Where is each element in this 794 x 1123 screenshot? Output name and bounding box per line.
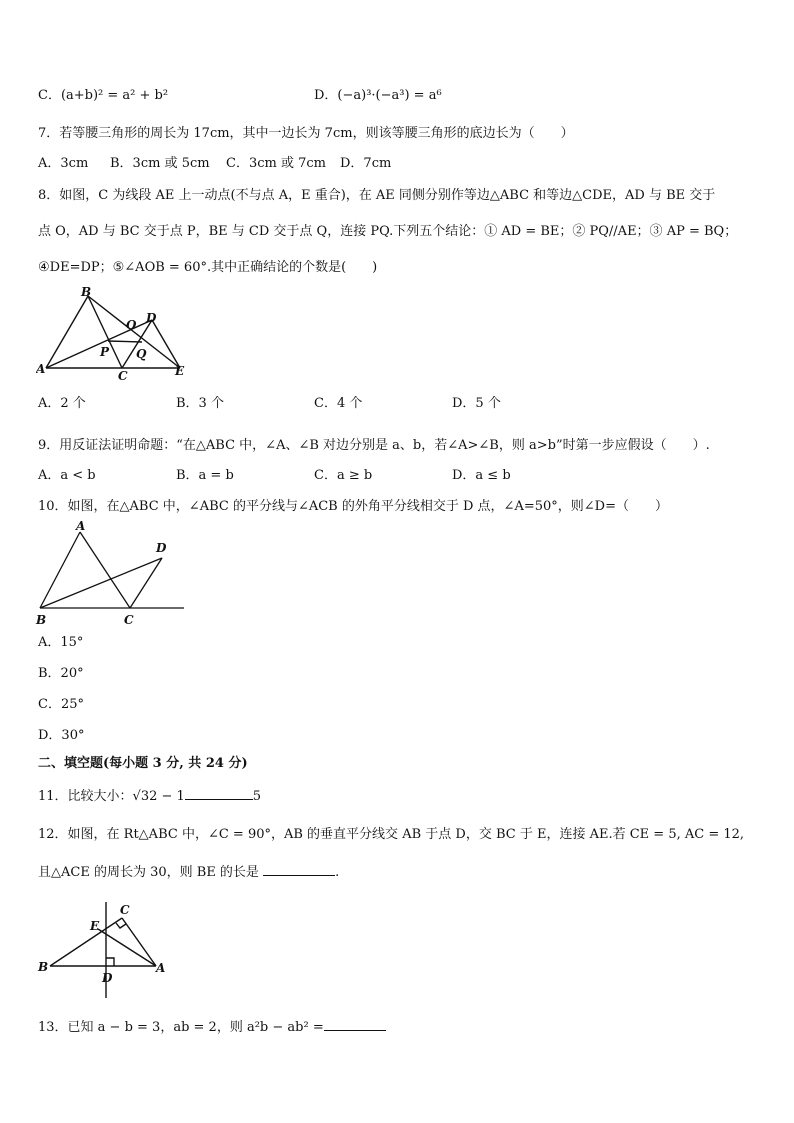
q8-option-b: B．3 个 [176, 396, 224, 411]
q9-option-d: D．a ≤ b [452, 468, 511, 483]
q7-option-b: B．3cm 或 5cm [110, 156, 210, 171]
q8-stem-line1: 8．如图，C 为线段 AE 上一动点(不与点 A，E 重合)，在 AE 同侧分别作等边△ABC 和等边△CDE，AD 与 BE 交于 [38, 188, 716, 203]
q12-label-a: A [156, 961, 166, 975]
q12-label-e: E [90, 919, 100, 933]
q12-label-d: D [102, 971, 113, 985]
q12-stem-line2: 且△ACE 的周长为 30，则 BE 的长是 [38, 865, 259, 880]
q8-stem-line2: 点 O，AD 与 BC 交于点 P，BE 与 CD 交于点 Q，连接 PQ.下列五个结论：① AD = BE；② PQ//AE；③ AP = BQ； [38, 224, 738, 239]
q13-line [38, 1016, 386, 1038]
q10-option-c: C．25° [38, 697, 84, 712]
q12-stem-line2-wrap [38, 861, 339, 883]
q8-figure [36, 284, 192, 380]
q7-stem: 7．若等腰三角形的周长为 17cm，其中一边长为 7cm，则该等腰三角形的底边长为（ ） [38, 126, 574, 141]
q9-option-a: A．a < b [38, 468, 96, 483]
q12-label-b: B [38, 960, 49, 974]
q7-option-a: A．3cm [38, 156, 89, 171]
q8-label-e: E [175, 364, 185, 378]
q10-option-a: A．15° [38, 635, 84, 650]
q8-label-q: Q [136, 347, 147, 361]
q11-line [38, 785, 261, 807]
q10-option-b: B．20° [38, 666, 84, 681]
q11-prefix: 11．比较大小：√32 − 1 [38, 789, 185, 804]
q12-answer-blank[interactable] [263, 861, 335, 876]
q12-figure [36, 896, 170, 1000]
q8-label-d: D [146, 311, 157, 325]
q11-suffix: 5 [252, 789, 262, 804]
q13-answer-blank[interactable] [324, 1016, 386, 1031]
q12-label-c: C [120, 903, 130, 917]
q8-option-d: D．5 个 [452, 396, 501, 411]
q8-option-a: A．2 个 [38, 396, 86, 411]
section-2-title: 二、填空题(每小题 3 分, 共 24 分) [38, 756, 248, 771]
q9-option-c: C．a ≥ b [314, 468, 373, 483]
q8-option-c: C．4 个 [314, 396, 363, 411]
q11-answer-blank[interactable] [185, 785, 253, 800]
q8-label-a: A [36, 362, 46, 376]
q8-label-p: P [100, 345, 110, 359]
q10-label-d: D [156, 541, 167, 555]
q13-stem: 13．已知 a − b = 3，ab = 2，则 a²b − ab² = [38, 1020, 324, 1035]
q8-label-o: O [126, 318, 137, 332]
q10-figure [34, 518, 186, 628]
q8-label-c: C [118, 369, 128, 380]
q6-option-c: C．(a+b)² = a² + b² [38, 88, 169, 103]
q10-option-d: D．30° [38, 728, 85, 743]
q9-option-b: B．a = b [176, 468, 234, 483]
q9-stem: 9．用反证法证明命题：“在△ABC 中，∠A、∠B 对边分别是 a、b，若∠A>∠B，则 a>b”时第一步应假设（ ）. [38, 438, 710, 453]
q10-label-c: C [124, 613, 134, 627]
q10-label-a: A [76, 519, 86, 533]
q10-label-b: B [36, 613, 47, 627]
q12-period: . [335, 865, 340, 880]
q6-option-d: D．(−a)³·(−a³) = a⁶ [314, 88, 442, 103]
q7-option-c: C．3cm 或 7cm [226, 156, 326, 171]
q8-label-b: B [81, 285, 92, 299]
q12-stem-line1: 12．如图，在 Rt△ABC 中，∠C = 90°，AB 的垂直平分线交 AB 于点 D，交 BC 于 E，连接 AE.若 CE = 5, AC = 12, [38, 827, 745, 842]
q8-stem-line3: ④DE=DP；⑤∠AOB = 60°.其中正确结论的个数是( ) [38, 260, 378, 275]
q10-stem: 10．如图，在△ABC 中，∠ABC 的平分线与∠ACB 的外角平分线相交于 D 点，∠A=50°，则∠D=（ ） [38, 499, 668, 514]
q7-option-d: D．7cm [340, 156, 392, 171]
